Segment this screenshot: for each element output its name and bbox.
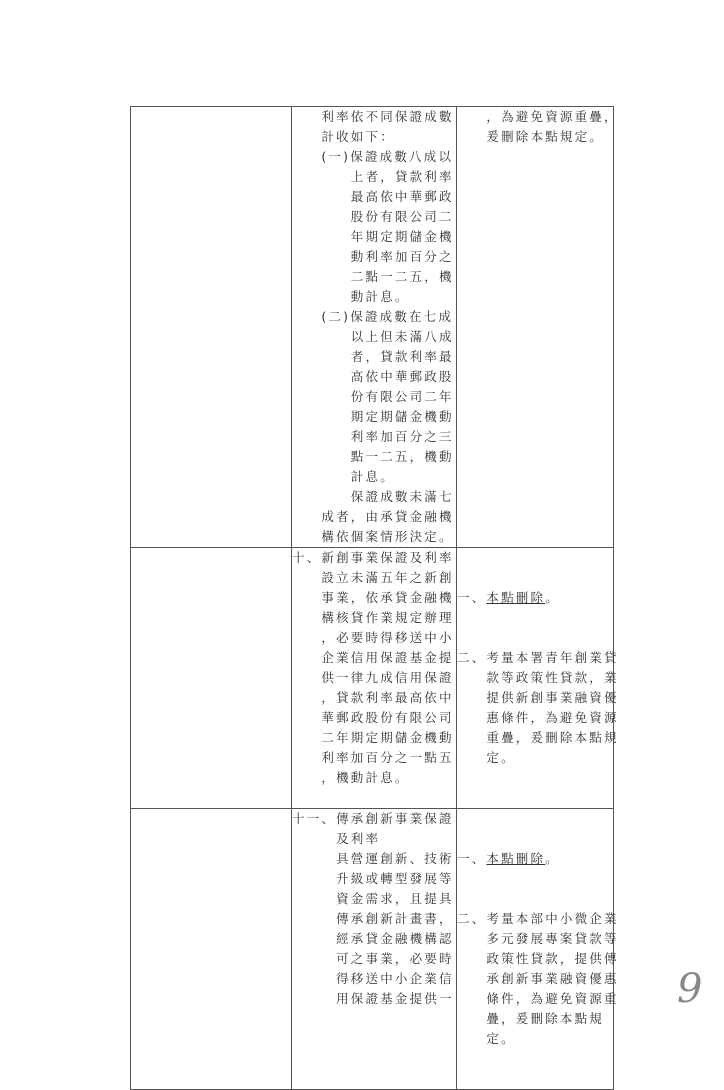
text-line: 股份有限公司二 xyxy=(292,209,454,224)
text-line: 條件，為避免資源重 xyxy=(457,991,619,1006)
text-line: 點一二五，機動 xyxy=(292,449,454,464)
text-line: 者，貸款利率最 xyxy=(292,349,454,364)
mid-cell xyxy=(292,107,457,548)
text-line: ，為避免資源重疊， xyxy=(457,109,619,124)
deleted-note: 本點刪除 xyxy=(486,851,546,866)
text-line: 期定期儲金機動 xyxy=(292,409,454,424)
deleted-note: 本點刪除 xyxy=(486,590,546,605)
text-line: 保證成數未滿七 xyxy=(292,489,454,504)
text-line: 二、考量本署青年創業貸 xyxy=(457,650,619,665)
text-line: 定。 xyxy=(457,750,516,765)
comparison-table xyxy=(130,106,619,1090)
right-text-block xyxy=(457,548,619,808)
text-line: 十、新創事業保證及利率 xyxy=(292,550,454,565)
head-number: 一、 xyxy=(457,590,487,605)
text-line: (二)保證成數在七成 xyxy=(292,309,454,324)
text-line: 以上但未滿八成 xyxy=(292,329,454,344)
text-line: 份有限公司二年 xyxy=(292,389,454,404)
text-line: 重疊，爰刪除本點規 xyxy=(457,730,619,745)
text-line: 計息。 xyxy=(292,469,395,484)
text-line: 資金需求，且提具 xyxy=(292,891,454,906)
text-line: 動利率加百分之 xyxy=(292,249,454,264)
text-line: 動計息。 xyxy=(292,289,410,304)
table-row xyxy=(131,107,614,548)
text-line: 最高依中華郵政 xyxy=(292,189,454,204)
text-line: 疊，爰刪除本點規 xyxy=(457,1011,605,1026)
text-line: 承創新事業融資優惠 xyxy=(457,971,619,986)
text-line: 高依中華郵政股 xyxy=(292,369,454,384)
text-line: 款等政策性貸款，業 xyxy=(457,670,619,685)
text-line: (一)保證成數八成以 xyxy=(292,149,454,164)
text-line: 設立未滿五年之新創 xyxy=(292,570,454,585)
text-line: 傳承創新計畫書， xyxy=(292,911,454,926)
text-line: 升級或轉型發展等 xyxy=(292,871,454,886)
empty-cell xyxy=(131,809,292,1090)
right-cell xyxy=(457,809,619,1090)
text-line: 利率加百分之一點五 xyxy=(292,750,454,765)
text-line: 及利率 xyxy=(292,831,381,846)
table-row xyxy=(131,809,614,1090)
text-line: 二、考量本部中小微企業 xyxy=(457,911,619,926)
text-line: 惠條件，為避免資源 xyxy=(457,710,619,725)
right-text-block xyxy=(457,809,619,1089)
head-end: 。 xyxy=(545,590,560,605)
text-line: 多元發展專案貸款等 xyxy=(457,931,619,946)
right-text-block xyxy=(457,107,619,147)
text-line: 可之事業，必要時 xyxy=(292,951,454,966)
text-line: 成者，由承貸金融機 xyxy=(292,509,454,524)
text-line: 利率依不同保證成數 xyxy=(292,109,454,124)
mid-text-block xyxy=(292,107,456,547)
table-row xyxy=(131,548,614,809)
right-head-line xyxy=(457,588,607,608)
text-line: 爰刪除本點規定。 xyxy=(457,129,605,144)
text-line: 用保證基金提供一 xyxy=(292,991,454,1006)
text-line: 政策性貸款，提供傳 xyxy=(457,951,619,966)
text-line: 二點一二五，機 xyxy=(292,269,454,284)
mid-text-block xyxy=(292,809,456,1009)
right-cell xyxy=(457,548,619,809)
head-end: 。 xyxy=(545,851,560,866)
text-line: 上者，貸款利率 xyxy=(292,169,454,184)
text-line: 構核貸作業規定辦理 xyxy=(292,610,454,625)
text-line: 十一、傳承創新事業保證 xyxy=(292,811,454,826)
text-line: ，貸款利率最高依中 xyxy=(292,690,454,705)
text-line: 計收如下： xyxy=(292,129,395,144)
page-number: 9 xyxy=(677,966,703,1012)
text-line: 事業，依承貸金融機 xyxy=(292,590,454,605)
text-line: 提供新創事業融資優 xyxy=(457,690,619,705)
text-line: 年期定期儲金機 xyxy=(292,229,454,244)
text-line: 得移送中小企業信 xyxy=(292,971,454,986)
text-line: ，必要時得移送中小 xyxy=(292,630,454,645)
right-head-line xyxy=(457,849,607,869)
text-line: 二年期定期儲金機動 xyxy=(292,730,454,745)
text-line: 供一律九成信用保證 xyxy=(292,670,454,685)
text-line: 企業信用保證基金提 xyxy=(292,650,454,665)
text-line: 經承貸金融機構認 xyxy=(292,931,454,946)
text-line: 具營運創新、技術 xyxy=(292,851,454,866)
head-number: 一、 xyxy=(457,851,487,866)
mid-text-block xyxy=(292,548,456,788)
text-line: ，機動計息。 xyxy=(292,770,410,785)
mid-cell xyxy=(292,809,457,1090)
right-cell xyxy=(457,107,619,548)
text-line: 定。 xyxy=(457,1031,516,1046)
mid-cell xyxy=(292,548,457,809)
empty-cell xyxy=(131,107,292,548)
text-line: 利率加百分之三 xyxy=(292,429,454,444)
empty-cell xyxy=(131,548,292,809)
text-line: 構依個案情形決定。 xyxy=(292,529,454,544)
text-line: 華郵政股份有限公司 xyxy=(292,710,454,725)
